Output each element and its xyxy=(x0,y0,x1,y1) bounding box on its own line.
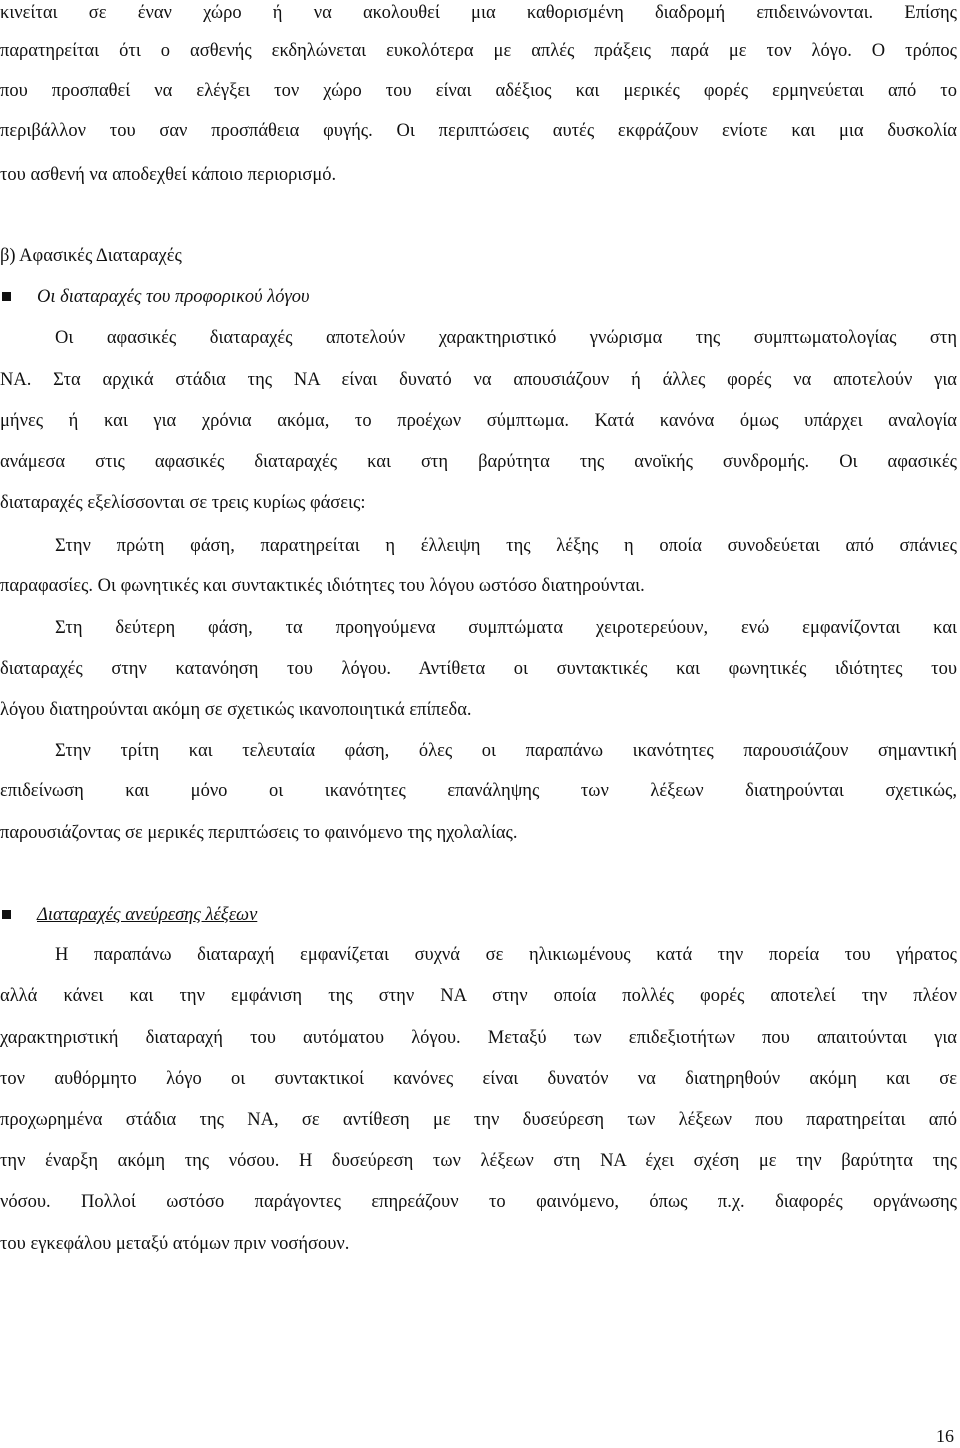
p2-line-1: Στην πρώτη φάση, παρατηρείται η έλλειψη της λέξης η οποία συνοδεύεται από σπάνιες xyxy=(55,536,957,556)
square-bullet-icon xyxy=(2,292,11,301)
p3-line-1: Στη δεύτερη φάση, τα προηγούμενα συμπτώματα χειροτερεύουν, ενώ εμφανίζονται και xyxy=(55,618,957,638)
p1-line-3: μήνες ή και για χρόνια ακόμα, το προέχων σύμπτωμα. Κατά κανόνα όμως υπάρχει αναλογία xyxy=(0,411,957,431)
p5-line-1: Η παραπάνω διαταραχή εμφανίζεται συχνά σε ηλικιωμένους κατά την πορεία του γήρατος xyxy=(55,945,957,965)
p1-line-2: ΝΑ. Στα αρχικά στάδια της ΝΑ είναι δυνατό να απουσιάζουν ή άλλες φορές να αποτελούν για xyxy=(0,370,957,390)
p1-line-5: διαταραχές εξελίσσονται σε τρεις κυρίως φάσεις: xyxy=(0,493,366,513)
intro-line-5: του ασθενή να αποδεχθεί κάποιο περιορισμό. xyxy=(0,165,337,185)
p3-line-3: λόγου διατηρούνται ακόμη σε σχετικώς ικανοποιητικά επίπεδα. xyxy=(0,700,472,720)
p5-line-2: αλλά κάνει και την εμφάνιση της στην ΝΑ στην οποία πολλές φορές αποτελεί την πλέον xyxy=(0,986,957,1006)
p2-line-2: παραφασίες. Οι φωνητικές και συντακτικές ιδιότητες του λόγου ωστόσο διατηρούνται. xyxy=(0,576,645,596)
bullet-item-oral-speech xyxy=(0,284,600,310)
p1-line-4: ανάμεσα στις αφασικές διαταραχές και στη βαρύτητα της ανοϊκής συνδρομής. Οι αφασικές xyxy=(0,452,957,472)
p4-line-3: παρουσιάζοντας σε μερικές περιπτώσεις το φαινόμενο της ηχολαλίας. xyxy=(0,823,518,843)
p1-line-1: Οι αφασικές διαταραχές αποτελούν χαρακτηριστικό γνώρισμα της συμπτωματολογίας στη xyxy=(55,328,957,348)
bullet-title: Διαταραχές ανεύρεσης λέξεων xyxy=(37,905,258,925)
p5-line-3: χαρακτηριστική διαταραχή του αυτόματου λόγου. Μεταξύ των επιδεξιοτήτων που απαιτούνται για xyxy=(0,1028,957,1048)
p3-line-2: διαταραχές στην κατανόηση του λόγου. Αντίθετα οι συντακτικές και φωνητικές ιδιότητες του xyxy=(0,659,957,679)
p4-line-1: Στην τρίτη και τελευταία φάση, όλες οι παραπάνω ικανότητες παρουσιάζουν σημαντική xyxy=(55,741,957,761)
bullet-item-word-finding xyxy=(0,902,600,928)
bullet-title: Οι διαταραχές του προφορικού λόγου xyxy=(37,287,310,307)
p5-line-5: προχωρημένα στάδια της ΝΑ, σε αντίθεση με την δυσεύρεση των λέξεων που παρατηρείται από xyxy=(0,1110,957,1130)
p5-line-7: νόσου. Πολλοί ωστόσο παράγοντες επηρεάζουν το φαινόμενο, όπως π.χ. διαφορές οργάνωσης xyxy=(0,1192,957,1212)
intro-line-1: κινείται σε έναν χώρο ή να ακολουθεί μια καθορισμένη διαδρομή επιδεινώνονται. Επίσης xyxy=(0,3,957,23)
page-number: 16 xyxy=(936,1426,954,1446)
intro-line-4: περιβάλλον του σαν προσπάθεια φυγής. Οι περιπτώσεις αυτές εκφράζουν ενίοτε και μια δυσκολία xyxy=(0,121,957,141)
intro-line-2: παρατηρείται ότι ο ασθενής εκδηλώνεται ευκολότερα με απλές πράξεις παρά με τον λόγο. Ο τρόπος xyxy=(0,41,957,61)
section-heading: β) Αφασικές Διαταραχές xyxy=(0,246,182,266)
square-bullet-icon xyxy=(2,910,11,919)
p4-line-2: επιδείνωση και μόνο οι ικανότητες επανάληψης των λέξεων διατηρούνται σχετικώς, xyxy=(0,781,957,801)
p5-line-6: την έναρξη ακόμη της νόσου. Η δυσεύρεση των λέξεων στη ΝΑ έχει σχέση με την βαρύτητα της xyxy=(0,1151,957,1171)
p5-line-8: του εγκεφάλου μεταξύ ατόμων πριν νοσήσουν. xyxy=(0,1234,350,1254)
p5-line-4: τον αυθόρμητο λόγο οι συντακτικοί κανόνες είναι δυνατόν να διατηρηθούν ακόμη και σε xyxy=(0,1069,957,1089)
intro-line-3: που προσπαθεί να ελέγξει τον χώρο του είναι αδέξιος και μερικές φορές ερμηνεύεται από το xyxy=(0,81,957,101)
